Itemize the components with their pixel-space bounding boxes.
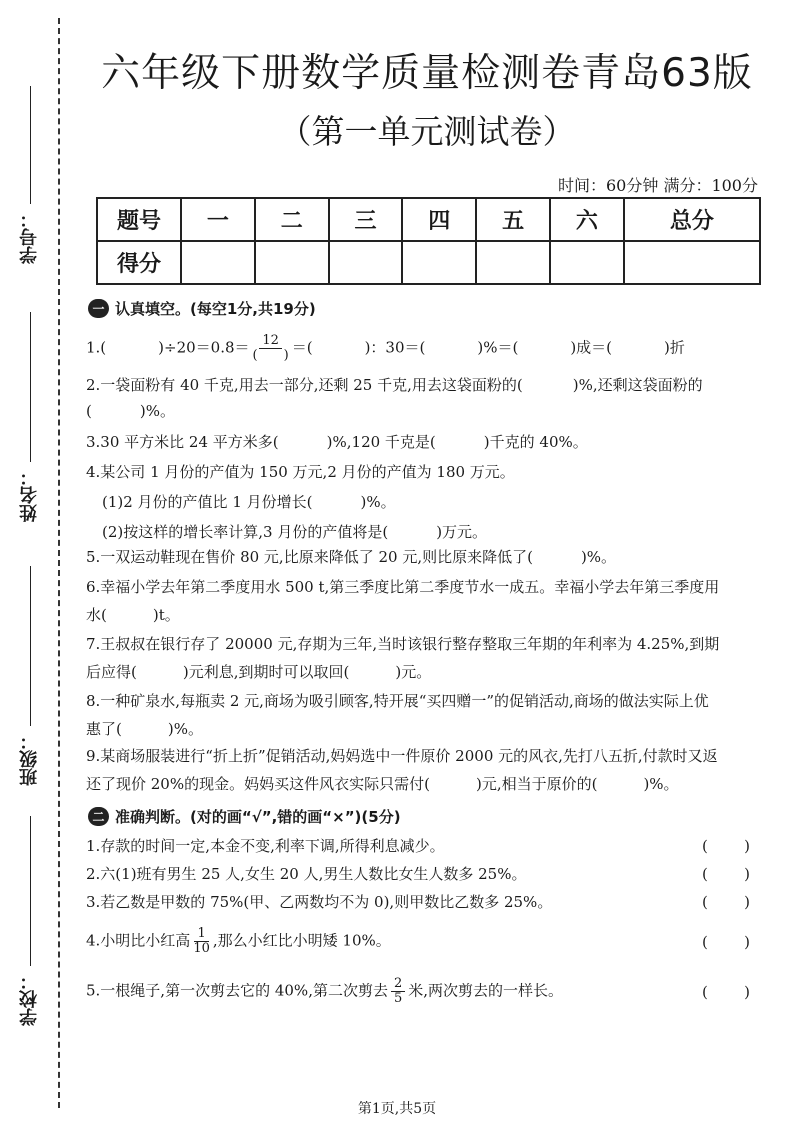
score-header-cell: 三 xyxy=(329,198,403,241)
student-id-field xyxy=(14,86,46,264)
q9-text: 9.某商场服装进行“折上折”促销活动,妈妈选中一件原价 2000 元的风衣,先打八五折,付款时又返 xyxy=(86,747,718,765)
question-2 xyxy=(86,372,754,424)
q1-text: ＝( xyxy=(291,338,313,357)
paren-right: ) xyxy=(744,932,750,951)
question-4 xyxy=(86,459,754,545)
q5-text: )%。 xyxy=(580,548,617,566)
question-9 xyxy=(86,743,754,797)
q6-text: )t。 xyxy=(152,606,180,624)
q1-text: )：30＝( xyxy=(364,338,426,357)
q2-text: )%,还剩这袋面粉的 xyxy=(572,376,703,394)
paren-left: ( xyxy=(702,893,708,911)
name-line[interactable] xyxy=(30,312,31,462)
q2-text: 2.一袋面粉有 40 千克,用去一部分,还剩 25 千克,用去这袋面粉的( xyxy=(86,376,523,394)
q1-text: )折 xyxy=(664,338,685,357)
score-header-cell: 总分 xyxy=(624,198,760,241)
section-2-heading xyxy=(88,806,401,827)
paren-left: ( xyxy=(702,837,708,855)
q3-text: )千克的 40%。 xyxy=(483,433,588,451)
judge-4-text xyxy=(86,927,391,956)
q3-text: 3.30 平方米比 24 平方米多( xyxy=(86,433,279,451)
q1-text: )%＝( xyxy=(477,338,519,357)
judge-answer-box[interactable] xyxy=(702,861,750,887)
q4-sub1-text: (1)2 月份的产值比 1 月份增长( xyxy=(102,493,313,511)
q2-text: )%。 xyxy=(139,402,175,420)
judge-answer-box[interactable] xyxy=(702,979,750,1005)
paren-right: ) xyxy=(744,865,750,883)
score-cell[interactable] xyxy=(476,241,550,284)
question-7 xyxy=(86,631,754,685)
student-id-line[interactable] xyxy=(30,86,31,204)
q9-text: )%。 xyxy=(643,775,679,793)
q4-sub2-text: (2)按这样的增长率计算,3 月份的产值将是( xyxy=(102,523,389,541)
score-table xyxy=(96,197,761,285)
score-cell[interactable] xyxy=(624,241,760,284)
judge-3-text: 3.若乙数是甲数的 75%(甲、乙两数均不为 0),则甲数比乙数多 25%。 xyxy=(86,893,553,911)
q3-text: )%,120 千克是( xyxy=(326,433,436,451)
q4-text: 4.某公司 1 月份的产值为 150 万元,2 月份的产值为 180 万元。 xyxy=(86,463,515,481)
score-cell[interactable] xyxy=(255,241,329,284)
fraction-numerator: 1 xyxy=(194,927,208,942)
question-1 xyxy=(86,334,754,363)
judge-question-5 xyxy=(86,977,754,1006)
fraction-denominator[interactable]: ( ) xyxy=(252,348,289,363)
q1-text: )÷20＝0.8＝ xyxy=(158,338,250,357)
page-footer: 第1页,共5页 xyxy=(357,1101,437,1117)
judge-answer-box[interactable] xyxy=(702,929,750,955)
q7-text: 7.王叔叔在银行存了 20000 元,存期为三年,当时该银行整存整取三年期的年利率为 4.25%,到期 xyxy=(86,635,720,653)
judge-4-text-b: ,那么小红比小明矮 10%。 xyxy=(212,931,391,950)
q9-text: 还了现价 20%的现金。妈妈买这件风衣实际只需付( xyxy=(86,775,430,793)
q1-text: )成＝( xyxy=(570,338,613,357)
score-header-cell: 一 xyxy=(181,198,255,241)
judge-answer-box[interactable] xyxy=(702,833,750,859)
q6-text: 水( xyxy=(86,606,107,624)
q9-text: )元,相当于原价的( xyxy=(475,775,598,793)
judge-question-2 xyxy=(86,861,754,887)
score-cell[interactable] xyxy=(181,241,255,284)
section-2-title: 准确判断。(对的画“√”,错的画“×”)(5分) xyxy=(115,808,401,826)
paren-right: ) xyxy=(744,893,750,911)
judge-5-text xyxy=(86,977,563,1006)
q5-text: 5.一双运动鞋现在售价 80 元,比原来降低了 20 元,则比原来降低了( xyxy=(86,548,533,566)
paren-right: ) xyxy=(744,982,750,1001)
question-8 xyxy=(86,688,754,742)
judge-question-4 xyxy=(86,927,754,956)
q4-sub1-text: )%。 xyxy=(360,493,396,511)
q6-text: 6.幸福小学去年第二季度用水 500 t,第三季度比第二季度节水一成五。幸福小学去年第三季度用 xyxy=(86,578,720,596)
judge-5-text-b: 米,两次剪去的一样长。 xyxy=(408,981,564,1000)
fraction xyxy=(193,927,210,956)
question-3 xyxy=(86,429,754,455)
score-table-header-row xyxy=(97,198,760,241)
score-header-cell: 六 xyxy=(550,198,624,241)
class-label: 班级： xyxy=(19,732,40,786)
judge-1-text: 1.存款的时间一定,本金不变,利率下调,所得利息减少。 xyxy=(86,837,445,855)
paren-left: ( xyxy=(702,932,708,951)
score-cell[interactable] xyxy=(550,241,624,284)
section-1-number-badge: 一 xyxy=(88,299,109,318)
score-header-cell: 题号 xyxy=(97,198,181,241)
q7-text: )元利息,到期时可以取回( xyxy=(182,663,350,681)
school-field xyxy=(14,816,46,1026)
paren-left: ( xyxy=(702,982,708,1001)
score-cell[interactable] xyxy=(329,241,403,284)
judge-5-text-a: 5.一根绳子,第一次剪去它的 40%,第二次剪去 xyxy=(86,981,388,1000)
name-field xyxy=(14,312,46,522)
q8-text: )%。 xyxy=(167,720,203,738)
q1-text: 1.( xyxy=(86,338,107,357)
q7-text: )元。 xyxy=(395,663,432,681)
section-1-title: 认真填空。(每空1分,共19分) xyxy=(115,300,316,318)
fraction xyxy=(391,977,405,1006)
score-table-score-row xyxy=(97,241,760,284)
page-title: 六年级下册数学质量检测卷青岛63版 xyxy=(101,51,753,96)
fraction-denominator: 10 xyxy=(193,941,210,956)
fraction-numerator: 12 xyxy=(259,334,282,349)
section-1-heading xyxy=(88,298,316,319)
class-field xyxy=(14,566,46,786)
judge-4-text-a: 4.小明比小红高 xyxy=(86,931,191,950)
binding-dashed-line xyxy=(58,18,60,1108)
page-subtitle: （第一单元测试卷） xyxy=(278,112,576,151)
question-5 xyxy=(86,544,754,570)
q2-text: ( xyxy=(86,402,92,420)
section-2-number-badge: 二 xyxy=(88,807,109,826)
score-row-label: 得分 xyxy=(97,241,181,284)
student-id-label: 学号： xyxy=(19,210,40,264)
class-line[interactable] xyxy=(30,566,31,726)
school-label: 学校： xyxy=(19,972,40,1026)
fraction-denominator: 5 xyxy=(393,991,403,1006)
q8-text: 惠了( xyxy=(86,720,122,738)
paren-right: ) xyxy=(744,837,750,855)
judge-question-1 xyxy=(86,833,754,859)
judge-question-3 xyxy=(86,889,754,915)
q7-text: 后应得( xyxy=(86,663,137,681)
school-line[interactable] xyxy=(30,816,31,966)
fraction-numerator: 2 xyxy=(391,977,405,992)
score-header-cell: 二 xyxy=(255,198,329,241)
q4-sub2-text: )万元。 xyxy=(436,523,488,541)
judge-answer-box[interactable] xyxy=(702,889,750,915)
paren-left: ( xyxy=(702,865,708,883)
exam-time-score: 时间：60分钟 满分：100分 xyxy=(558,176,758,195)
q8-text: 8.一种矿泉水,每瓶卖 2 元,商场为吸引顾客,特开展“买四赠一”的促销活动,商场的做法实际上优 xyxy=(86,692,709,710)
score-cell[interactable] xyxy=(402,241,476,284)
name-label: 姓名： xyxy=(19,468,40,522)
score-header-cell: 四 xyxy=(402,198,476,241)
score-header-cell: 五 xyxy=(476,198,550,241)
question-6 xyxy=(86,574,754,628)
fraction xyxy=(253,334,289,363)
judge-2-text: 2.六(1)班有男生 25 人,女生 20 人,男生人数比女生人数多 25%。 xyxy=(86,865,527,883)
